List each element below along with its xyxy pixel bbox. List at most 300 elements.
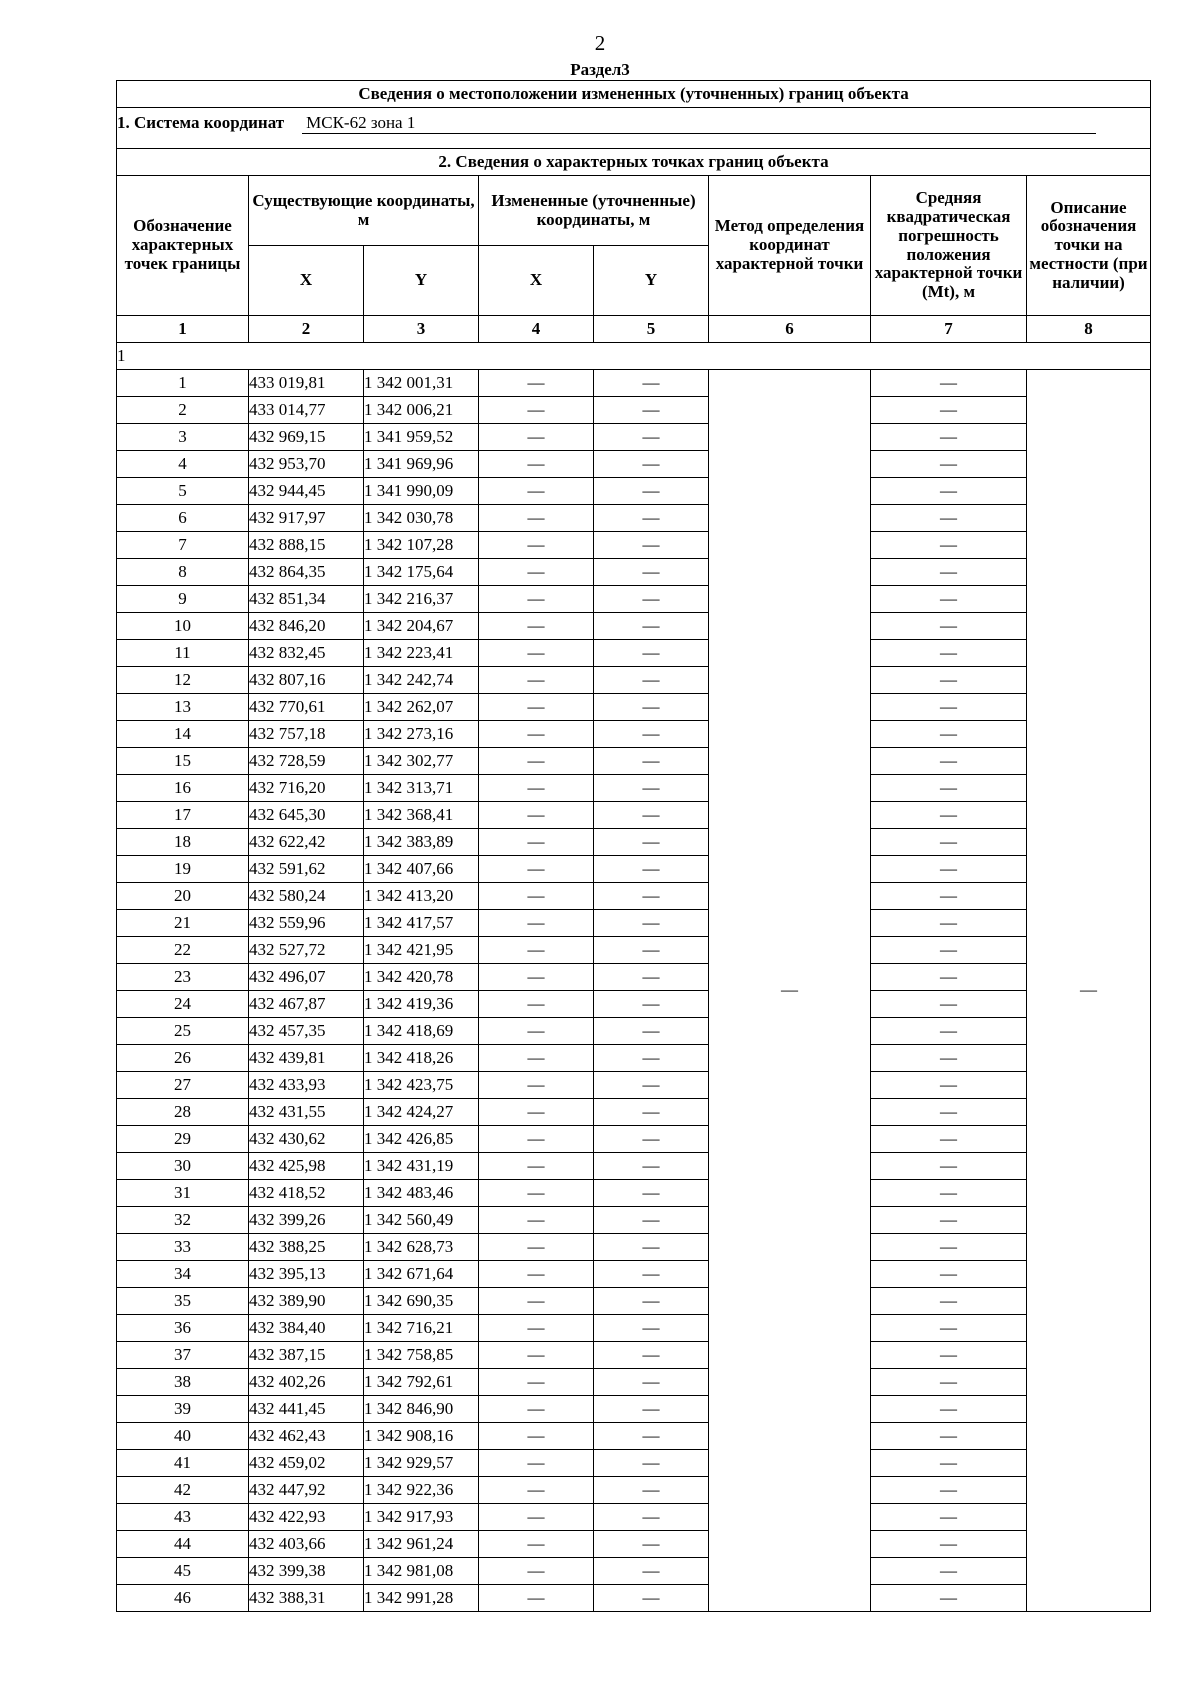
table-row [117, 1558, 1151, 1585]
existing-y: 1 342 383,89 [364, 829, 479, 856]
point-number: 27 [117, 1072, 249, 1099]
existing-x: 432 559,96 [249, 910, 364, 937]
changed-y: — [594, 775, 709, 802]
changed-x: — [479, 1342, 594, 1369]
existing-x: 432 770,61 [249, 694, 364, 721]
table-row [117, 1153, 1151, 1180]
error-value: — [871, 856, 1027, 883]
changed-y: — [594, 1396, 709, 1423]
error-value: — [871, 1450, 1027, 1477]
table-row [117, 1531, 1151, 1558]
table-row [117, 613, 1151, 640]
error-value: — [871, 883, 1027, 910]
header-changed-y: Y [594, 246, 709, 316]
table-row [117, 802, 1151, 829]
changed-x: — [479, 559, 594, 586]
existing-x: 432 969,15 [249, 424, 364, 451]
changed-y: — [594, 883, 709, 910]
point-number: 23 [117, 964, 249, 991]
point-number: 30 [117, 1153, 249, 1180]
changed-x: — [479, 613, 594, 640]
header-changed-coords: Измененные (уточненные) координаты, м [479, 176, 709, 246]
col-number: 8 [1027, 316, 1151, 343]
error-value: — [871, 829, 1027, 856]
table-row [117, 1126, 1151, 1153]
existing-x: 432 527,72 [249, 937, 364, 964]
points-title: 2. Сведения о характерных точках границ объекта [117, 149, 1151, 176]
point-number: 22 [117, 937, 249, 964]
point-number: 7 [117, 532, 249, 559]
changed-x: — [479, 397, 594, 424]
table-row [117, 1072, 1151, 1099]
existing-x: 432 462,43 [249, 1423, 364, 1450]
changed-y: — [594, 1558, 709, 1585]
changed-y: — [594, 1153, 709, 1180]
table-row [117, 1504, 1151, 1531]
existing-y: 1 342 262,07 [364, 694, 479, 721]
existing-x: 432 433,93 [249, 1072, 364, 1099]
header-existing-coords: Существующие координаты, м [249, 176, 479, 246]
existing-y: 1 342 417,57 [364, 910, 479, 937]
existing-y: 1 342 223,41 [364, 640, 479, 667]
table-row [117, 775, 1151, 802]
changed-y: — [594, 1180, 709, 1207]
error-value: — [871, 937, 1027, 964]
table-row [117, 1423, 1151, 1450]
existing-y: 1 342 420,78 [364, 964, 479, 991]
point-number: 16 [117, 775, 249, 802]
table-row [117, 1369, 1151, 1396]
point-number: 2 [117, 397, 249, 424]
error-value: — [871, 1018, 1027, 1045]
changed-x: — [479, 1504, 594, 1531]
changed-y: — [594, 667, 709, 694]
table-row [117, 1450, 1151, 1477]
existing-x: 432 439,81 [249, 1045, 364, 1072]
error-value: — [871, 694, 1027, 721]
existing-x: 432 864,35 [249, 559, 364, 586]
existing-x: 433 019,81 [249, 370, 364, 397]
col-number: 5 [594, 316, 709, 343]
point-number: 21 [117, 910, 249, 937]
point-number: 15 [117, 748, 249, 775]
changed-y: — [594, 1585, 709, 1612]
changed-y: — [594, 1477, 709, 1504]
table-row [117, 370, 1151, 397]
contour-label: 1 [117, 343, 1151, 370]
existing-x: 432 395,13 [249, 1261, 364, 1288]
changed-x: — [479, 1423, 594, 1450]
point-number: 42 [117, 1477, 249, 1504]
header-method: Метод определения координат характерной точки [709, 176, 871, 316]
changed-x: — [479, 532, 594, 559]
changed-x: — [479, 1153, 594, 1180]
existing-x: 432 591,62 [249, 856, 364, 883]
point-number: 6 [117, 505, 249, 532]
error-value: — [871, 1396, 1027, 1423]
changed-y: — [594, 478, 709, 505]
point-number: 31 [117, 1180, 249, 1207]
table-row [117, 964, 1151, 991]
error-value: — [871, 478, 1027, 505]
existing-y: 1 342 421,95 [364, 937, 479, 964]
point-number: 19 [117, 856, 249, 883]
existing-y: 1 342 368,41 [364, 802, 479, 829]
method-value: — [709, 370, 871, 1612]
changed-y: — [594, 586, 709, 613]
changed-y: — [594, 532, 709, 559]
table-row [117, 1477, 1151, 1504]
table-row [117, 1018, 1151, 1045]
table-row [117, 586, 1151, 613]
point-number: 3 [117, 424, 249, 451]
existing-y: 1 342 671,64 [364, 1261, 479, 1288]
table-row [117, 937, 1151, 964]
changed-x: — [479, 829, 594, 856]
error-value: — [871, 613, 1027, 640]
changed-y: — [594, 964, 709, 991]
table-row [117, 505, 1151, 532]
changed-x: — [479, 1261, 594, 1288]
error-value: — [871, 1585, 1027, 1612]
existing-y: 1 342 560,49 [364, 1207, 479, 1234]
existing-x: 432 580,24 [249, 883, 364, 910]
error-value: — [871, 1180, 1027, 1207]
changed-x: — [479, 1585, 594, 1612]
table-row [117, 1342, 1151, 1369]
changed-y: — [594, 829, 709, 856]
existing-x: 432 388,25 [249, 1234, 364, 1261]
existing-y: 1 342 758,85 [364, 1342, 479, 1369]
table-row [117, 478, 1151, 505]
existing-x: 432 807,16 [249, 667, 364, 694]
existing-y: 1 342 216,37 [364, 586, 479, 613]
changed-y: — [594, 1018, 709, 1045]
error-value: — [871, 532, 1027, 559]
changed-x: — [479, 1558, 594, 1585]
table-row [117, 1315, 1151, 1342]
existing-y: 1 341 969,96 [364, 451, 479, 478]
changed-y: — [594, 721, 709, 748]
existing-x: 432 403,66 [249, 1531, 364, 1558]
col-number: 4 [479, 316, 594, 343]
existing-x: 432 389,90 [249, 1288, 364, 1315]
changed-y: — [594, 1342, 709, 1369]
changed-y: — [594, 1504, 709, 1531]
header-existing-y: Y [364, 246, 479, 316]
doc-title: Сведения о местоположении измененных (уточненных) границ объекта [117, 81, 1151, 108]
changed-x: — [479, 1315, 594, 1342]
error-value: — [871, 1072, 1027, 1099]
table-row [117, 991, 1151, 1018]
boundary-table [116, 80, 1151, 1612]
changed-y: — [594, 1261, 709, 1288]
changed-x: — [479, 1477, 594, 1504]
col-number: 7 [871, 316, 1027, 343]
table-row [117, 1288, 1151, 1315]
existing-y: 1 342 792,61 [364, 1369, 479, 1396]
changed-y: — [594, 1531, 709, 1558]
changed-y: — [594, 937, 709, 964]
existing-y: 1 342 413,20 [364, 883, 479, 910]
point-number: 45 [117, 1558, 249, 1585]
point-number: 10 [117, 613, 249, 640]
existing-x: 432 917,97 [249, 505, 364, 532]
existing-y: 1 342 426,85 [364, 1126, 479, 1153]
changed-x: — [479, 640, 594, 667]
existing-x: 432 447,92 [249, 1477, 364, 1504]
point-number: 17 [117, 802, 249, 829]
existing-y: 1 342 929,57 [364, 1450, 479, 1477]
changed-y: — [594, 910, 709, 937]
existing-x: 432 716,20 [249, 775, 364, 802]
existing-x: 432 832,45 [249, 640, 364, 667]
existing-y: 1 342 006,21 [364, 397, 479, 424]
changed-x: — [479, 478, 594, 505]
existing-x: 432 622,42 [249, 829, 364, 856]
point-number: 11 [117, 640, 249, 667]
section-title: Раздел3 [570, 60, 630, 79]
point-number: 34 [117, 1261, 249, 1288]
col-number: 6 [709, 316, 871, 343]
table-row [117, 397, 1151, 424]
header-changed-x: X [479, 246, 594, 316]
point-number: 40 [117, 1423, 249, 1450]
table-row [117, 1234, 1151, 1261]
existing-x: 432 944,45 [249, 478, 364, 505]
error-value: — [871, 1126, 1027, 1153]
error-value: — [871, 1288, 1027, 1315]
point-number: 29 [117, 1126, 249, 1153]
point-number: 13 [117, 694, 249, 721]
error-value: — [871, 802, 1027, 829]
changed-y: — [594, 991, 709, 1018]
existing-y: 1 342 908,16 [364, 1423, 479, 1450]
error-value: — [871, 1369, 1027, 1396]
existing-y: 1 342 690,35 [364, 1288, 479, 1315]
changed-y: — [594, 1369, 709, 1396]
point-number: 26 [117, 1045, 249, 1072]
table-row [117, 1099, 1151, 1126]
changed-x: — [479, 1045, 594, 1072]
changed-x: — [479, 1288, 594, 1315]
existing-x: 432 399,26 [249, 1207, 364, 1234]
point-number: 5 [117, 478, 249, 505]
existing-y: 1 342 991,28 [364, 1585, 479, 1612]
header-description: Описание обозначения точки на местности (при наличии) [1027, 176, 1151, 316]
existing-y: 1 342 917,93 [364, 1504, 479, 1531]
changed-y: — [594, 1234, 709, 1261]
existing-y: 1 342 981,08 [364, 1558, 479, 1585]
point-number: 18 [117, 829, 249, 856]
changed-x: — [479, 1450, 594, 1477]
existing-x: 432 422,93 [249, 1504, 364, 1531]
changed-y: — [594, 748, 709, 775]
table-row [117, 667, 1151, 694]
existing-x: 432 728,59 [249, 748, 364, 775]
changed-x: — [479, 937, 594, 964]
error-value: — [871, 505, 1027, 532]
table-row [117, 1585, 1151, 1612]
existing-x: 432 425,98 [249, 1153, 364, 1180]
existing-y: 1 342 483,46 [364, 1180, 479, 1207]
error-value: — [871, 370, 1027, 397]
point-number: 44 [117, 1531, 249, 1558]
coord-system-row [117, 108, 1151, 149]
point-number: 20 [117, 883, 249, 910]
existing-x: 432 496,07 [249, 964, 364, 991]
point-number: 36 [117, 1315, 249, 1342]
changed-x: — [479, 1126, 594, 1153]
changed-y: — [594, 1099, 709, 1126]
existing-x: 432 399,38 [249, 1558, 364, 1585]
existing-x: 432 851,34 [249, 586, 364, 613]
changed-y: — [594, 451, 709, 478]
existing-y: 1 342 716,21 [364, 1315, 479, 1342]
existing-y: 1 342 922,36 [364, 1477, 479, 1504]
table-row [117, 883, 1151, 910]
error-value: — [871, 1477, 1027, 1504]
point-number: 8 [117, 559, 249, 586]
changed-x: — [479, 1018, 594, 1045]
table-row [117, 451, 1151, 478]
error-value: — [871, 1261, 1027, 1288]
error-value: — [871, 964, 1027, 991]
changed-y: — [594, 613, 709, 640]
error-value: — [871, 910, 1027, 937]
header-existing-x: X [249, 246, 364, 316]
changed-x: — [479, 1072, 594, 1099]
existing-y: 1 342 407,66 [364, 856, 479, 883]
error-value: — [871, 748, 1027, 775]
existing-x: 432 457,35 [249, 1018, 364, 1045]
error-value: — [871, 1504, 1027, 1531]
point-number: 43 [117, 1504, 249, 1531]
point-number: 41 [117, 1450, 249, 1477]
point-number: 46 [117, 1585, 249, 1612]
error-value: — [871, 451, 1027, 478]
changed-x: — [479, 991, 594, 1018]
existing-x: 432 459,02 [249, 1450, 364, 1477]
point-number: 9 [117, 586, 249, 613]
changed-x: — [479, 1396, 594, 1423]
point-number: 37 [117, 1342, 249, 1369]
existing-y: 1 342 204,67 [364, 613, 479, 640]
error-value: — [871, 1558, 1027, 1585]
changed-y: — [594, 1423, 709, 1450]
existing-x: 432 431,55 [249, 1099, 364, 1126]
point-number: 12 [117, 667, 249, 694]
table-row [117, 1180, 1151, 1207]
changed-y: — [594, 640, 709, 667]
existing-x: 432 384,40 [249, 1315, 364, 1342]
existing-y: 1 342 419,36 [364, 991, 479, 1018]
error-value: — [871, 667, 1027, 694]
existing-y: 1 341 959,52 [364, 424, 479, 451]
existing-y: 1 341 990,09 [364, 478, 479, 505]
error-value: — [871, 1045, 1027, 1072]
point-number: 38 [117, 1369, 249, 1396]
changed-y: — [594, 424, 709, 451]
error-value: — [871, 559, 1027, 586]
table-row [117, 1261, 1151, 1288]
changed-x: — [479, 748, 594, 775]
changed-x: — [479, 964, 594, 991]
table-row [117, 424, 1151, 451]
table-row [117, 856, 1151, 883]
error-value: — [871, 1234, 1027, 1261]
point-number: 35 [117, 1288, 249, 1315]
changed-x: — [479, 1531, 594, 1558]
existing-x: 432 953,70 [249, 451, 364, 478]
error-value: — [871, 1207, 1027, 1234]
error-value: — [871, 640, 1027, 667]
table-row [117, 1207, 1151, 1234]
existing-y: 1 342 423,75 [364, 1072, 479, 1099]
error-value: — [871, 1531, 1027, 1558]
changed-x: — [479, 586, 594, 613]
error-value: — [871, 1342, 1027, 1369]
changed-x: — [479, 424, 594, 451]
table-row [117, 1045, 1151, 1072]
table-row [117, 532, 1151, 559]
table-row [117, 559, 1151, 586]
col-number: 1 [117, 316, 249, 343]
changed-x: — [479, 1099, 594, 1126]
existing-x: 432 467,87 [249, 991, 364, 1018]
point-number: 33 [117, 1234, 249, 1261]
existing-y: 1 342 273,16 [364, 721, 479, 748]
changed-x: — [479, 667, 594, 694]
changed-y: — [594, 856, 709, 883]
existing-x: 433 014,77 [249, 397, 364, 424]
table-row [117, 748, 1151, 775]
changed-x: — [479, 910, 594, 937]
existing-x: 432 645,30 [249, 802, 364, 829]
existing-y: 1 342 846,90 [364, 1396, 479, 1423]
page-number: 2 [594, 31, 606, 55]
changed-x: — [479, 370, 594, 397]
existing-x: 432 430,62 [249, 1126, 364, 1153]
changed-y: — [594, 1450, 709, 1477]
existing-y: 1 342 418,26 [364, 1045, 479, 1072]
existing-x: 432 846,20 [249, 613, 364, 640]
existing-x: 432 418,52 [249, 1180, 364, 1207]
changed-y: — [594, 505, 709, 532]
existing-y: 1 342 030,78 [364, 505, 479, 532]
header-error: Средняя квадратическая погрешность положения характерной точки (Mt), м [871, 176, 1027, 316]
point-number: 4 [117, 451, 249, 478]
existing-y: 1 342 175,64 [364, 559, 479, 586]
error-value: — [871, 721, 1027, 748]
changed-x: — [479, 721, 594, 748]
changed-x: — [479, 802, 594, 829]
coord-system-label: 1. Система координат [117, 113, 285, 132]
error-value: — [871, 1315, 1027, 1342]
changed-x: — [479, 1180, 594, 1207]
col-number: 3 [364, 316, 479, 343]
changed-y: — [594, 1072, 709, 1099]
table-row [117, 829, 1151, 856]
point-number: 14 [117, 721, 249, 748]
changed-x: — [479, 1234, 594, 1261]
point-number: 1 [117, 370, 249, 397]
error-value: — [871, 1153, 1027, 1180]
coord-system-value: МСК-62 зона 1 [302, 114, 1096, 134]
table-row [117, 721, 1151, 748]
changed-x: — [479, 1207, 594, 1234]
existing-y: 1 342 242,74 [364, 667, 479, 694]
